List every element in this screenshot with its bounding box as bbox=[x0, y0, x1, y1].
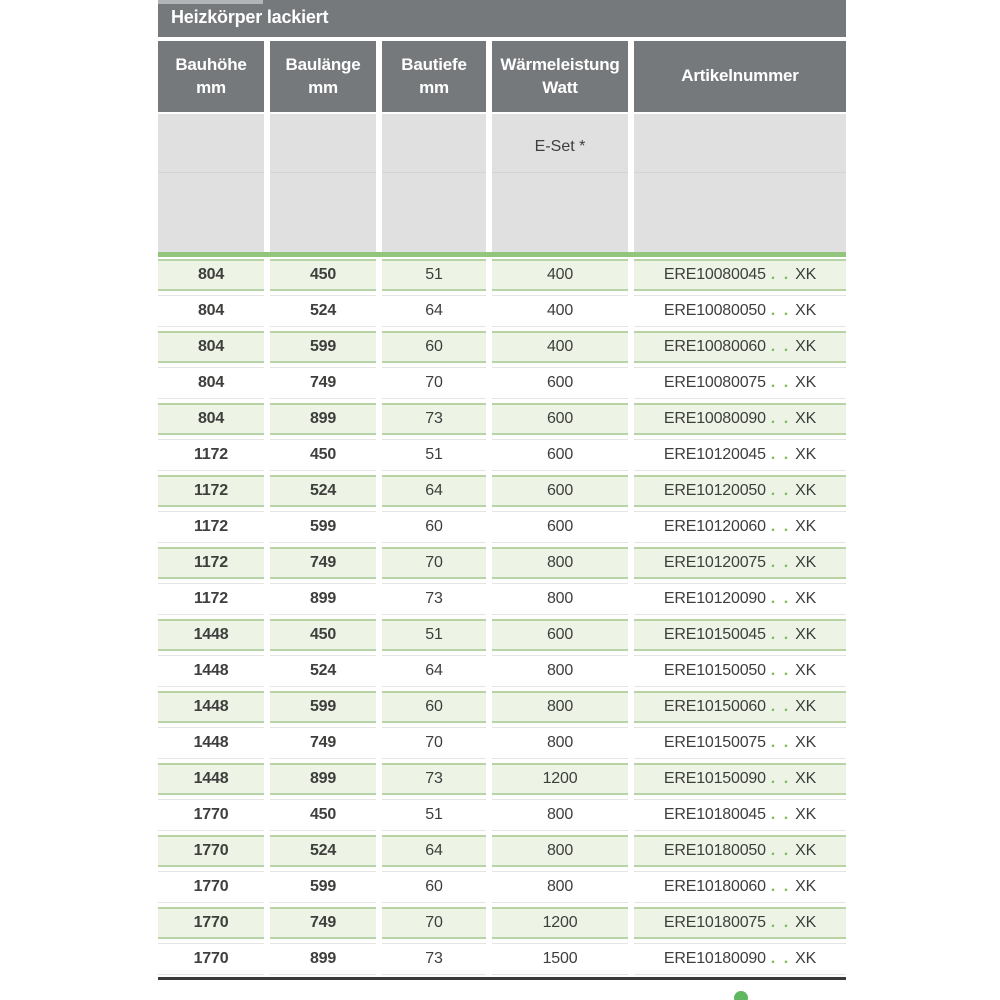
cell-artikelnummer bbox=[634, 943, 846, 975]
table-row bbox=[158, 833, 846, 869]
cell-baulaenge: 450 bbox=[270, 619, 376, 651]
artikel-code: ERE10150060 bbox=[663, 698, 766, 715]
artikel-suffix: XK bbox=[795, 590, 817, 607]
artikel-dots: . . bbox=[770, 770, 791, 787]
artikel-suffix: XK bbox=[795, 806, 817, 823]
table-row bbox=[158, 617, 846, 653]
cell-bauhoehe: 1172 bbox=[158, 547, 264, 579]
column-unit: mm bbox=[196, 77, 226, 97]
artikel-suffix: XK bbox=[795, 878, 817, 895]
cell-baulaenge: 524 bbox=[270, 835, 376, 867]
cell-waermeleistung: 400 bbox=[492, 331, 628, 363]
cell-artikelnummer bbox=[634, 583, 846, 615]
artikel-code: ERE10080075 bbox=[663, 374, 766, 391]
artikel-code: ERE10150090 bbox=[663, 770, 766, 787]
artikel-code: ERE10120050 bbox=[663, 482, 766, 499]
cell-artikelnummer bbox=[634, 619, 846, 651]
artikel-dots: . . bbox=[770, 410, 791, 427]
artikel-suffix: XK bbox=[795, 734, 817, 751]
cell-bauhoehe: 1172 bbox=[158, 439, 264, 471]
cell-bautiefe: 64 bbox=[382, 475, 486, 507]
cell-waermeleistung: 600 bbox=[492, 367, 628, 399]
cell-bauhoehe: 804 bbox=[158, 259, 264, 291]
cell-baulaenge: 599 bbox=[270, 691, 376, 723]
artikel-suffix: XK bbox=[795, 374, 817, 391]
cell-waermeleistung: 800 bbox=[492, 727, 628, 759]
artikel-suffix: XK bbox=[795, 482, 817, 499]
table-row bbox=[158, 905, 846, 941]
cell-baulaenge: 450 bbox=[270, 799, 376, 831]
cell-bauhoehe: 1172 bbox=[158, 475, 264, 507]
table-row bbox=[158, 437, 846, 473]
cell-bauhoehe: 1448 bbox=[158, 619, 264, 651]
cell-bauhoehe: 1172 bbox=[158, 583, 264, 615]
column-unit: mm bbox=[308, 77, 338, 97]
artikel-code: ERE10150045 bbox=[663, 626, 766, 643]
cell-waermeleistung: 800 bbox=[492, 655, 628, 687]
cell-waermeleistung: 1200 bbox=[492, 763, 628, 795]
artikel-code: ERE10080090 bbox=[663, 410, 766, 427]
artikel-code: ERE10080045 bbox=[663, 266, 766, 283]
table-row bbox=[158, 581, 846, 617]
column-header-baulaenge bbox=[270, 41, 376, 112]
artikel-dots: . . bbox=[770, 482, 791, 499]
eset-label: E-Set * bbox=[534, 138, 586, 155]
cell-bautiefe: 60 bbox=[382, 331, 486, 363]
cell-artikelnummer bbox=[634, 475, 846, 507]
artikel-dots: . . bbox=[770, 446, 791, 463]
cell-waermeleistung: 1200 bbox=[492, 907, 628, 939]
table-row bbox=[158, 257, 846, 293]
cropped-element-remnant bbox=[158, 0, 263, 4]
cell-artikelnummer bbox=[634, 763, 846, 795]
cell-waermeleistung: 800 bbox=[492, 871, 628, 903]
artikel-dots: . . bbox=[770, 950, 791, 967]
artikel-dots: . . bbox=[770, 734, 791, 751]
artikel-dots: . . bbox=[770, 626, 791, 643]
cell-baulaenge: 899 bbox=[270, 943, 376, 975]
cell-artikelnummer bbox=[634, 727, 846, 759]
cell-artikelnummer bbox=[634, 331, 846, 363]
cell-baulaenge: 899 bbox=[270, 583, 376, 615]
artikel-dots: . . bbox=[770, 662, 791, 679]
cell-baulaenge: 749 bbox=[270, 547, 376, 579]
table-row bbox=[158, 401, 846, 437]
cell-bautiefe: 60 bbox=[382, 871, 486, 903]
cell-bauhoehe: 1770 bbox=[158, 907, 264, 939]
cell-bautiefe: 73 bbox=[382, 583, 486, 615]
table-row bbox=[158, 293, 846, 329]
cell-baulaenge: 524 bbox=[270, 295, 376, 327]
table-title-bar bbox=[158, 0, 846, 37]
cell-baulaenge: 450 bbox=[270, 259, 376, 291]
table-row bbox=[158, 509, 846, 545]
artikel-dots: . . bbox=[770, 302, 791, 319]
column-label: Artikelnummer bbox=[681, 66, 799, 86]
table-row bbox=[158, 473, 846, 509]
artikel-code: ERE10180050 bbox=[663, 842, 766, 859]
column-unit: mm bbox=[419, 77, 449, 97]
cell-waermeleistung: 400 bbox=[492, 295, 628, 327]
artikel-dots: . . bbox=[770, 806, 791, 823]
cell-baulaenge: 749 bbox=[270, 367, 376, 399]
table-title: Heizkörper lackiert bbox=[171, 7, 329, 27]
cell-bautiefe: 70 bbox=[382, 727, 486, 759]
artikel-code: ERE10120090 bbox=[663, 590, 766, 607]
cell-artikelnummer bbox=[634, 691, 846, 723]
cell-bautiefe: 51 bbox=[382, 259, 486, 291]
cell-artikelnummer bbox=[634, 871, 846, 903]
column-header-artikelnummer bbox=[634, 41, 846, 112]
cell-waermeleistung: 1500 bbox=[492, 943, 628, 975]
artikel-dots: . . bbox=[770, 338, 791, 355]
table-row bbox=[158, 725, 846, 761]
table-row bbox=[158, 329, 846, 365]
cell-artikelnummer bbox=[634, 547, 846, 579]
cell-artikelnummer bbox=[634, 439, 846, 471]
cell-artikelnummer bbox=[634, 655, 846, 687]
cell-bauhoehe: 1770 bbox=[158, 835, 264, 867]
cell-baulaenge: 450 bbox=[270, 439, 376, 471]
cell-bauhoehe: 804 bbox=[158, 367, 264, 399]
eset-cell bbox=[270, 114, 376, 252]
artikel-suffix: XK bbox=[795, 950, 817, 967]
cell-waermeleistung: 600 bbox=[492, 619, 628, 651]
artikel-code: ERE10120060 bbox=[663, 518, 766, 535]
column-label: Baulänge bbox=[285, 55, 361, 75]
cell-bautiefe: 64 bbox=[382, 835, 486, 867]
cell-waermeleistung: 600 bbox=[492, 403, 628, 435]
column-label: Bauhöhe bbox=[175, 55, 247, 75]
cell-waermeleistung: 800 bbox=[492, 691, 628, 723]
column-header-waermeleistung bbox=[492, 41, 628, 112]
artikel-dots: . . bbox=[770, 374, 791, 391]
cell-artikelnummer bbox=[634, 835, 846, 867]
cell-bauhoehe: 1770 bbox=[158, 799, 264, 831]
cell-waermeleistung: 800 bbox=[492, 583, 628, 615]
artikel-dots: . . bbox=[770, 518, 791, 535]
artikel-code: ERE10120075 bbox=[663, 554, 766, 571]
artikel-code: ERE10080060 bbox=[663, 338, 766, 355]
cell-bauhoehe: 804 bbox=[158, 331, 264, 363]
cell-bautiefe: 60 bbox=[382, 511, 486, 543]
cell-baulaenge: 749 bbox=[270, 727, 376, 759]
cell-bauhoehe: 1770 bbox=[158, 871, 264, 903]
cell-baulaenge: 599 bbox=[270, 331, 376, 363]
table-row bbox=[158, 941, 846, 977]
eset-subheader-band bbox=[158, 114, 846, 252]
cell-bauhoehe: 804 bbox=[158, 403, 264, 435]
artikel-suffix: XK bbox=[795, 518, 817, 535]
cell-bautiefe: 51 bbox=[382, 799, 486, 831]
cell-waermeleistung: 800 bbox=[492, 799, 628, 831]
artikel-suffix: XK bbox=[795, 914, 817, 931]
table-header-row bbox=[158, 41, 846, 112]
artikel-code: ERE10180060 bbox=[663, 878, 766, 895]
cell-baulaenge: 749 bbox=[270, 907, 376, 939]
footnote-bullet-icon bbox=[734, 991, 748, 1000]
cell-bautiefe: 70 bbox=[382, 907, 486, 939]
cell-artikelnummer bbox=[634, 259, 846, 291]
cell-bauhoehe: 1448 bbox=[158, 655, 264, 687]
cell-bauhoehe: 1448 bbox=[158, 763, 264, 795]
artikel-code: ERE10150075 bbox=[663, 734, 766, 751]
table-row bbox=[158, 689, 846, 725]
eset-cell bbox=[634, 114, 846, 252]
table-row bbox=[158, 797, 846, 833]
cell-bauhoehe: 1448 bbox=[158, 727, 264, 759]
product-table bbox=[158, 0, 846, 980]
cell-bauhoehe: 1448 bbox=[158, 691, 264, 723]
artikel-suffix: XK bbox=[795, 842, 817, 859]
artikel-code: ERE10180045 bbox=[663, 806, 766, 823]
table-row bbox=[158, 545, 846, 581]
cell-waermeleistung: 400 bbox=[492, 259, 628, 291]
artikel-suffix: XK bbox=[795, 338, 817, 355]
artikel-dots: . . bbox=[770, 914, 791, 931]
artikel-code: ERE10080050 bbox=[663, 302, 766, 319]
artikel-suffix: XK bbox=[795, 698, 817, 715]
artikel-suffix: XK bbox=[795, 446, 817, 463]
artikel-dots: . . bbox=[770, 266, 791, 283]
cell-bauhoehe: 1770 bbox=[158, 943, 264, 975]
column-label: Bautiefe bbox=[401, 55, 467, 75]
eset-cell-waermeleistung bbox=[492, 114, 628, 252]
artikel-suffix: XK bbox=[795, 626, 817, 643]
cell-bautiefe: 64 bbox=[382, 655, 486, 687]
table-row bbox=[158, 653, 846, 689]
cell-waermeleistung: 800 bbox=[492, 547, 628, 579]
cell-bautiefe: 51 bbox=[382, 439, 486, 471]
eset-cell bbox=[158, 114, 264, 252]
cell-bautiefe: 64 bbox=[382, 295, 486, 327]
cell-bauhoehe: 804 bbox=[158, 295, 264, 327]
cell-waermeleistung: 600 bbox=[492, 439, 628, 471]
cell-bautiefe: 73 bbox=[382, 943, 486, 975]
artikel-code: ERE10180090 bbox=[663, 950, 766, 967]
cell-artikelnummer bbox=[634, 511, 846, 543]
column-label: Wärmeleistung bbox=[500, 55, 620, 75]
cell-baulaenge: 524 bbox=[270, 475, 376, 507]
artikel-suffix: XK bbox=[795, 302, 817, 319]
table-row bbox=[158, 761, 846, 797]
artikel-suffix: XK bbox=[795, 410, 817, 427]
cell-bautiefe: 70 bbox=[382, 547, 486, 579]
table-row bbox=[158, 365, 846, 401]
cell-bautiefe: 70 bbox=[382, 367, 486, 399]
cell-bautiefe: 73 bbox=[382, 403, 486, 435]
artikel-dots: . . bbox=[770, 698, 791, 715]
cell-bautiefe: 73 bbox=[382, 763, 486, 795]
artikel-dots: . . bbox=[770, 554, 791, 571]
artikel-suffix: XK bbox=[795, 770, 817, 787]
cell-waermeleistung: 800 bbox=[492, 835, 628, 867]
table-row bbox=[158, 869, 846, 905]
cell-artikelnummer bbox=[634, 295, 846, 327]
column-header-bautiefe bbox=[382, 41, 486, 112]
cell-artikelnummer bbox=[634, 907, 846, 939]
cell-baulaenge: 524 bbox=[270, 655, 376, 687]
cell-bauhoehe: 1172 bbox=[158, 511, 264, 543]
artikel-suffix: XK bbox=[795, 662, 817, 679]
cell-baulaenge: 899 bbox=[270, 403, 376, 435]
artikel-code: ERE10180075 bbox=[663, 914, 766, 931]
artikel-dots: . . bbox=[770, 878, 791, 895]
artikel-code: ERE10120045 bbox=[663, 446, 766, 463]
cell-waermeleistung: 600 bbox=[492, 511, 628, 543]
cell-artikelnummer bbox=[634, 367, 846, 399]
artikel-dots: . . bbox=[770, 590, 791, 607]
cell-artikelnummer bbox=[634, 799, 846, 831]
cell-baulaenge: 899 bbox=[270, 763, 376, 795]
cell-baulaenge: 599 bbox=[270, 871, 376, 903]
table-body bbox=[158, 257, 846, 977]
eset-cell bbox=[382, 114, 486, 252]
artikel-suffix: XK bbox=[795, 266, 817, 283]
artikel-code: ERE10150050 bbox=[663, 662, 766, 679]
cell-baulaenge: 599 bbox=[270, 511, 376, 543]
cell-waermeleistung: 600 bbox=[492, 475, 628, 507]
bottom-rule bbox=[158, 977, 846, 980]
cell-artikelnummer bbox=[634, 403, 846, 435]
cell-bautiefe: 51 bbox=[382, 619, 486, 651]
column-unit: Watt bbox=[542, 77, 578, 97]
column-header-bauhoehe bbox=[158, 41, 264, 112]
artikel-suffix: XK bbox=[795, 554, 817, 571]
artikel-dots: . . bbox=[770, 842, 791, 859]
cell-bautiefe: 60 bbox=[382, 691, 486, 723]
